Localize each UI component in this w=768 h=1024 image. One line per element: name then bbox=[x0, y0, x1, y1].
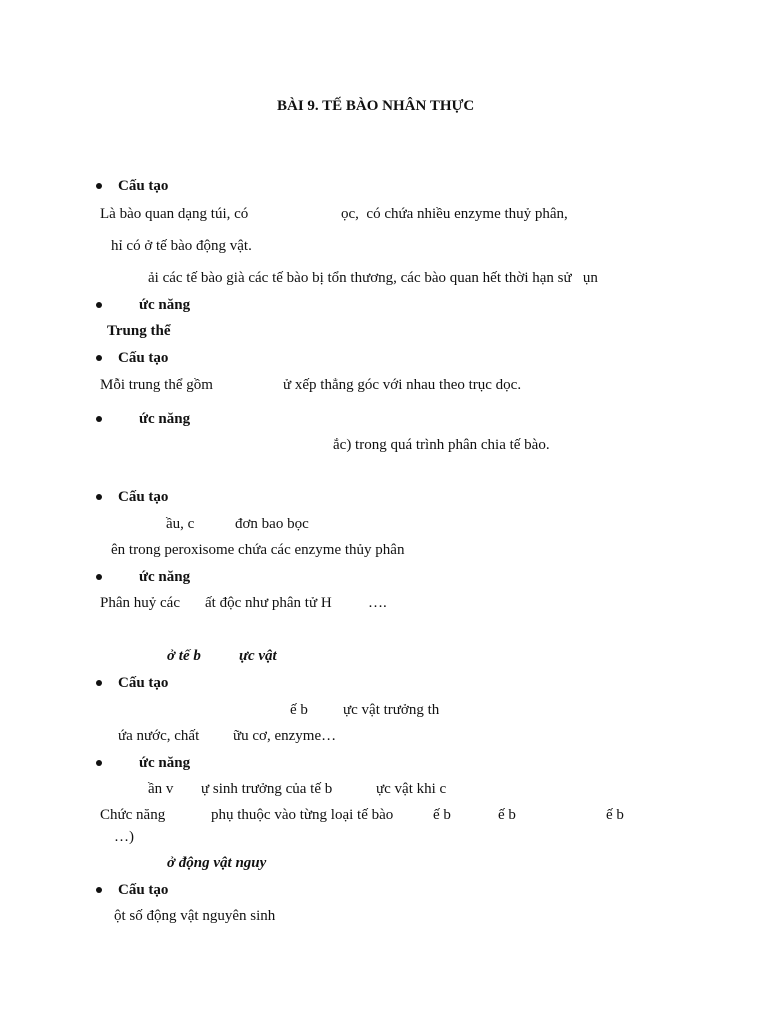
section-heading: Cấu tạo bbox=[118, 882, 169, 898]
text-line: ế b bbox=[433, 807, 451, 823]
section-heading: ức năng bbox=[139, 569, 191, 585]
text-line: Mỗi trung thể gồm bbox=[100, 377, 213, 393]
organelle-heading: Trung thể bbox=[107, 323, 171, 339]
section-heading: Cấu tạo bbox=[118, 350, 169, 366]
text-line: ên trong peroxisome chứa các enzyme thủy phân bbox=[111, 542, 405, 558]
text-line: ực vật trưởng th bbox=[343, 702, 440, 718]
section-heading: Cấu tạo bbox=[118, 178, 169, 194]
organelle-heading: ở tế b bbox=[167, 648, 201, 664]
text-line: ế b bbox=[606, 807, 624, 823]
section-heading: Cấu tạo bbox=[118, 489, 169, 505]
text-line: …) bbox=[114, 829, 134, 845]
text-line: ữu cơ, enzyme… bbox=[233, 728, 337, 744]
text-line: Phân huỷ các bbox=[100, 595, 180, 611]
text-line: ử xếp thẳng góc với nhau theo trục dọc. bbox=[283, 377, 522, 393]
section-heading: ức năng bbox=[139, 755, 191, 771]
organelle-heading: ực vật bbox=[239, 648, 277, 664]
bullet-icon bbox=[96, 416, 102, 422]
bullet-icon bbox=[96, 680, 102, 686]
text-line: ải các tế bào già các tế bào bị tổn thương, các bào quan hết thời hạn sử ụn bbox=[148, 270, 598, 286]
text-line: đơn bao bọc bbox=[235, 516, 309, 532]
bullet-icon bbox=[96, 183, 102, 189]
text-line: ần v bbox=[148, 781, 174, 797]
text-line: ế b bbox=[290, 702, 308, 718]
text-line: ế b bbox=[498, 807, 516, 823]
bullet-icon bbox=[96, 355, 102, 361]
page-title: BÀI 9. TẾ BÀO NHÂN THỰC bbox=[277, 98, 475, 114]
text-line: ọc, có chứa nhiều enzyme thuỷ phân, bbox=[341, 206, 568, 222]
section-heading: ức năng bbox=[139, 411, 191, 427]
text-line: Là bào quan dạng túi, có bbox=[100, 206, 249, 222]
text-line: phụ thuộc vào từng loại tế bào bbox=[211, 807, 394, 823]
text-line: ắc) trong quá trình phân chia tế bào. bbox=[333, 437, 550, 453]
section-heading: ức năng bbox=[139, 297, 191, 313]
text-line: ực vật khi c bbox=[376, 781, 447, 797]
bullet-icon bbox=[96, 302, 102, 308]
text-line: ất độc như phân tử H bbox=[205, 595, 332, 611]
text-line: hỉ có ở tế bào động vật. bbox=[111, 238, 252, 254]
text-line: ột số động vật nguyên sinh bbox=[114, 908, 276, 924]
section-heading: Cấu tạo bbox=[118, 675, 169, 691]
bullet-icon bbox=[96, 574, 102, 580]
bullet-icon bbox=[96, 760, 102, 766]
text-line: ứa nước, chất bbox=[118, 728, 200, 744]
bullet-icon bbox=[96, 887, 102, 893]
bullet-icon bbox=[96, 494, 102, 500]
text-line: …. bbox=[368, 595, 387, 611]
text-line: ầu, c bbox=[166, 516, 195, 532]
organelle-heading: ở động vật nguy bbox=[167, 855, 267, 871]
text-line: ự sinh trưởng của tế b bbox=[201, 781, 333, 797]
text-line: Chức năng bbox=[100, 807, 166, 823]
